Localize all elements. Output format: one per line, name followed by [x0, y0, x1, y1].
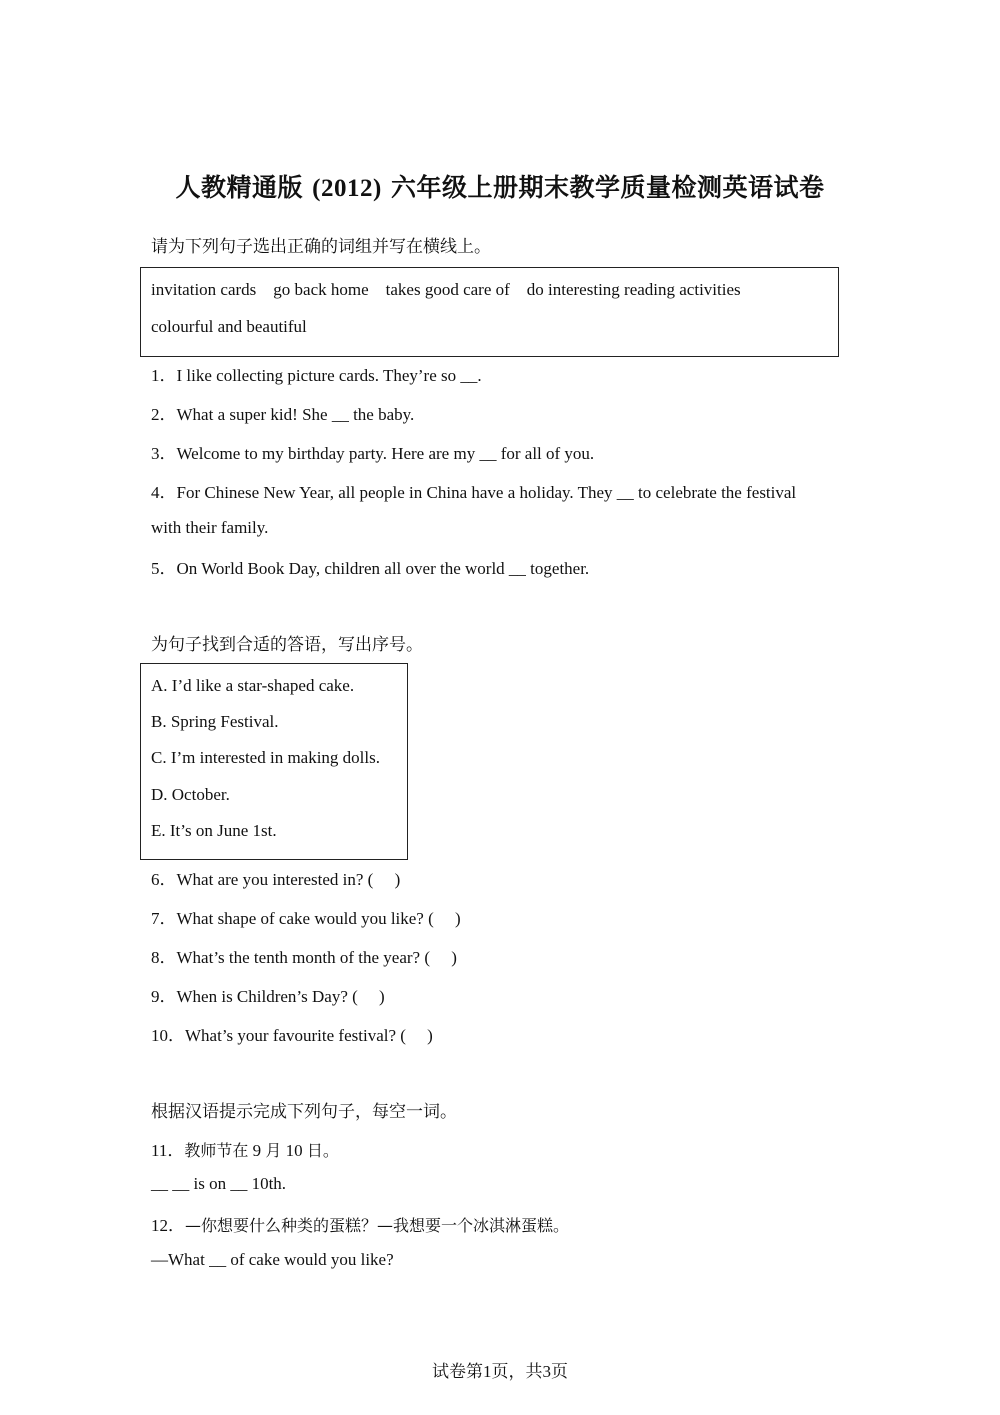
- title-part-2: 六年级上册期末教学质量检测英语试卷: [391, 173, 825, 202]
- question-11-zh-part-3: 日。: [306, 1141, 339, 1160]
- page-title: [0, 168, 1000, 204]
- question-1: 1．I like collecting picture cards. They’re so __.: [151, 366, 482, 385]
- option-e: E. It’s on June 1st.: [151, 821, 277, 840]
- footer-mid: 页，共: [491, 1362, 543, 1382]
- question-10: 10．What’s your favourite festival? ( ): [151, 1026, 433, 1045]
- question-9: 9．When is Children’s Day? ( ): [151, 987, 385, 1006]
- question-12-prompt: [151, 1211, 569, 1236]
- word-bank-line-2: colourful and beautiful: [151, 317, 307, 336]
- question-7: 7．What shape of cake would you like? ( ): [151, 909, 461, 928]
- question-12-sentence: —What __ of cake would you like?: [151, 1250, 394, 1269]
- footer-total-pages: 3: [542, 1362, 551, 1381]
- question-4-continued: with their family.: [151, 518, 269, 537]
- question-12-number: 12．: [151, 1216, 185, 1235]
- option-c: C. I’m interested in making dolls.: [151, 748, 380, 767]
- page-footer: [0, 1357, 1000, 1382]
- section3-instruction: 根据汉语提示完成下列句子，每空一词。: [151, 1102, 457, 1122]
- question-8: 8．What’s the tenth month of the year? ( ): [151, 948, 457, 967]
- word-bank-box: [140, 267, 839, 357]
- question-11-sentence: __ __ is on __ 10th.: [151, 1174, 287, 1193]
- question-11-zh-part-2: 月: [265, 1141, 282, 1160]
- footer-post: 页: [551, 1362, 568, 1382]
- title-part-1: 人教精通版: [175, 173, 303, 202]
- question-5: 5．On World Book Day, children all over the world __ together.: [151, 559, 590, 578]
- question-12-zh: —你想要什么种类的蛋糕？—我想要一个冰淇淋蛋糕。: [185, 1216, 570, 1235]
- question-4: 4．For Chinese New Year, all people in China have a holiday. They __ to celebrate the festival: [151, 483, 797, 502]
- word-bank-line-1: invitation cards go back home takes good care of do interesting reading activities: [151, 280, 741, 299]
- footer-page-number: 1: [483, 1362, 492, 1381]
- question-3: 3．Welcome to my birthday party. Here are my __ for all of you.: [151, 444, 595, 463]
- question-11-prompt: [151, 1136, 339, 1161]
- section1-instruction: 请为下列句子选出正确的词组并写在横线上。: [151, 237, 491, 257]
- option-d: D. October.: [151, 785, 230, 804]
- question-11-day: 10: [281, 1141, 307, 1160]
- option-b: B. Spring Festival.: [151, 712, 279, 731]
- section2-instruction: 为句子找到合适的答语，写出序号。: [151, 635, 423, 655]
- question-11-month: 9: [248, 1141, 266, 1160]
- title-year: (2012): [312, 175, 382, 202]
- option-a: A. I’d like a star-shaped cake.: [151, 676, 355, 695]
- answer-options-box: [140, 663, 408, 860]
- question-11-number: 11．: [151, 1141, 185, 1160]
- question-2: 2．What a super kid! She __ the baby.: [151, 405, 415, 424]
- footer-pre: 试卷第: [432, 1362, 483, 1382]
- question-6: 6．What are you interested in? ( ): [151, 870, 401, 889]
- question-11-zh-part-1: 教师节在: [184, 1141, 249, 1160]
